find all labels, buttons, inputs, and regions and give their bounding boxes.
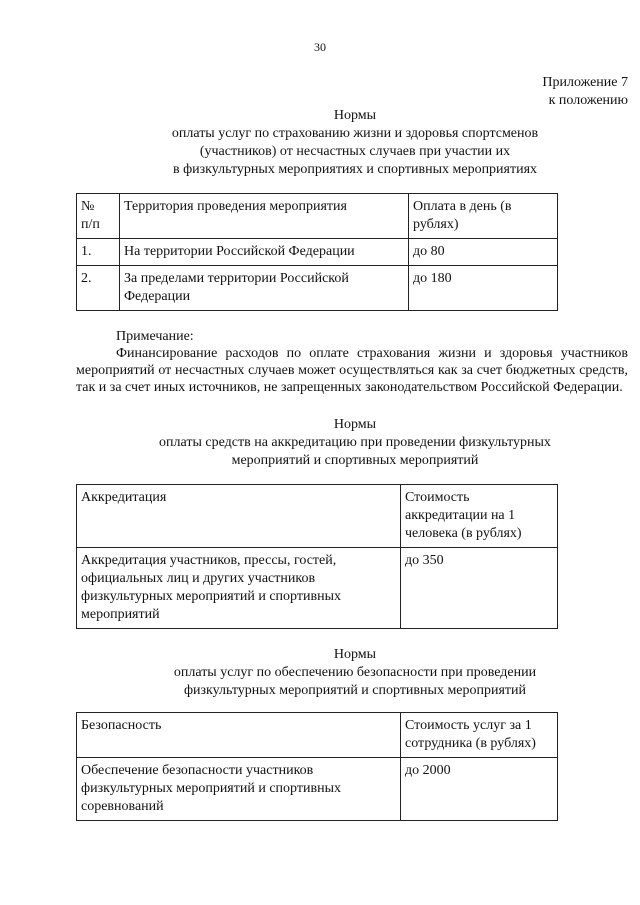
section1-subtitle-line: в физкультурных мероприятиях и спортивных мероприятиях (172, 162, 538, 177)
appendix-caption (542, 74, 628, 110)
section3-title: Нормы (333, 647, 377, 662)
section2-title: Нормы (333, 417, 377, 432)
header-territory: Территория проведения мероприятия (120, 194, 409, 239)
appendix-line-2: к положению (548, 93, 628, 108)
table-row (77, 548, 558, 629)
row-territory: На территории Российской Федерации (120, 239, 409, 266)
row-payment: до 180 (409, 266, 558, 311)
section2-subtitle-line: оплаты средств на аккредитацию при проведении физкультурных (159, 435, 551, 450)
section3-heading (0, 646, 640, 700)
section3-subtitle-line: оплаты услуг по обеспечению безопасности при проведении (173, 665, 537, 680)
note-label: Примечание: (116, 329, 194, 344)
table-header-row (77, 194, 558, 239)
row-num: 1. (77, 239, 120, 266)
note-block (76, 328, 628, 396)
page-number: 30 (314, 40, 326, 54)
section1-subtitle-line: оплаты услуг по страхованию жизни и здоровья спортсменов (171, 126, 539, 141)
header-security-cost: Стоимость услуг за 1 сотрудника (в рублях) (401, 713, 558, 758)
section2-subtitle-line: мероприятий и спортивных мероприятий (231, 453, 479, 468)
appendix-line-1: Приложение 7 (542, 75, 628, 90)
row-accreditation-cost: до 350 (401, 548, 558, 629)
row-territory: За пределами территории Российской Федерации (120, 266, 409, 311)
table-header-row (77, 713, 558, 758)
note-text: Финансирование расходов по оплате страхования жизни и здоровья участников мероприятий от несчастных случаев может осуществляться как за счет бюджетных средств, так и за счет иных источников, не запрещенных законодательством Российской Федерации. (76, 346, 628, 395)
section1-heading (0, 107, 640, 179)
row-payment: до 80 (409, 239, 558, 266)
table-header-row (77, 485, 558, 548)
header-num: № п/п (77, 194, 120, 239)
header-payment: Оплата в день (в рублях) (409, 194, 558, 239)
header-accreditation: Аккредитация (77, 485, 401, 548)
row-security-item: Обеспечение безопасности участников физкультурных мероприятий и спортивных соревнований (77, 758, 401, 821)
section2-heading (0, 416, 640, 470)
row-num: 2. (77, 266, 120, 311)
security-table (76, 712, 558, 821)
row-accreditation-item: Аккредитация участников, прессы, гостей, официальных лиц и других участников физкультурных мероприятий и спортивных мероприятий (77, 548, 401, 629)
section1-title: Нормы (333, 108, 377, 123)
header-accreditation-cost: Стоимость аккредитации на 1 человека (в рублях) (401, 485, 558, 548)
header-security: Безопасность (77, 713, 401, 758)
table-row (77, 266, 558, 311)
row-security-cost: до 2000 (401, 758, 558, 821)
table-row (77, 758, 558, 821)
insurance-table (76, 193, 558, 311)
table-row (77, 239, 558, 266)
section1-subtitle-line: (участников) от несчастных случаев при участии их (199, 144, 511, 159)
accreditation-table (76, 484, 558, 629)
section3-subtitle-line: физкультурных мероприятий и спортивных мероприятий (183, 683, 527, 698)
